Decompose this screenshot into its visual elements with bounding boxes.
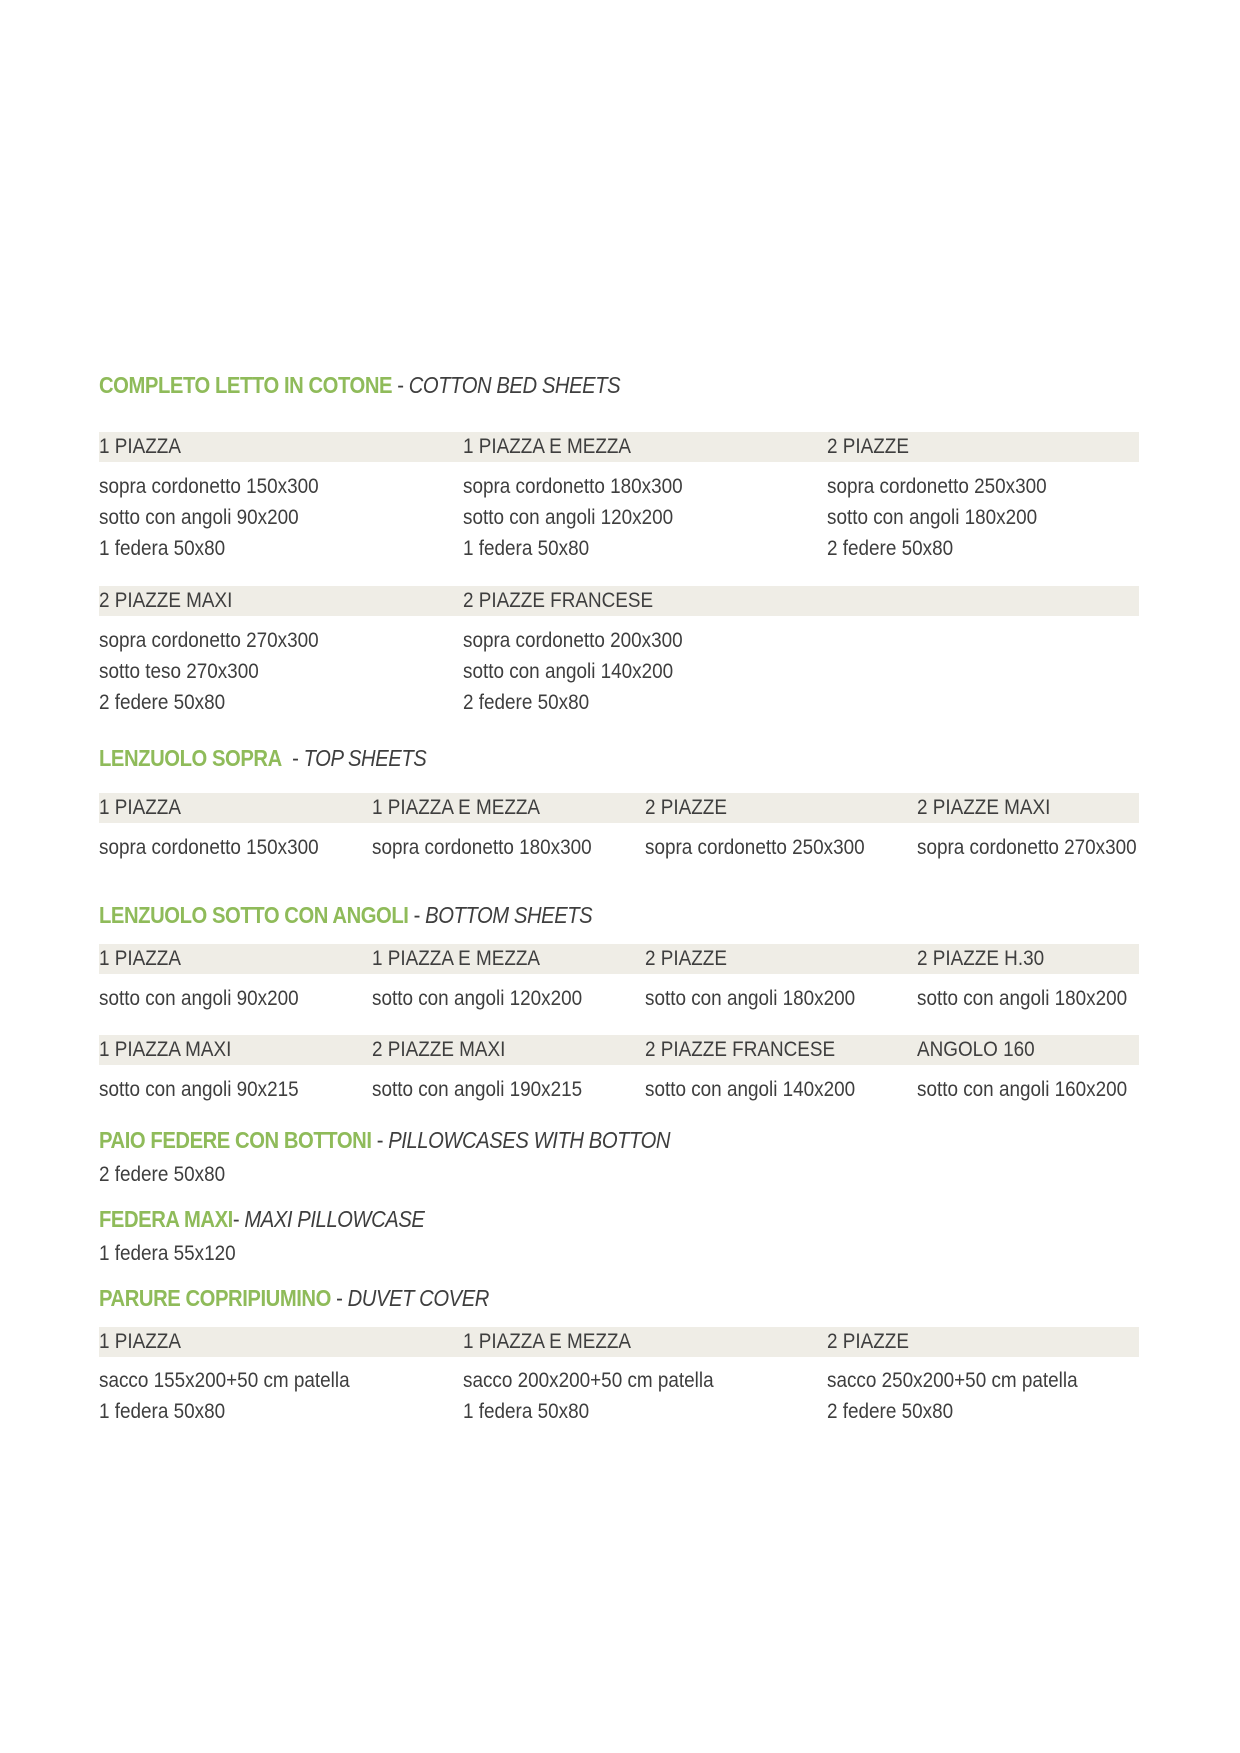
heading-title: PARURE COPRIPIUMINO [99, 1285, 331, 1311]
heading-subtitle: PILLOWCASES WITH BOTTON [388, 1127, 671, 1153]
size-value: sotto con angoli 140x200 [645, 1078, 856, 1101]
heading-separator: - [281, 745, 304, 771]
heading-subtitle: MAXI PILLOWCASE [244, 1206, 425, 1232]
size-value: sotto con angoli 180x200 [645, 987, 856, 1010]
detail-line: sopra cordonetto 270x300 [99, 629, 319, 652]
detail-line: 2 federe 50x80 [827, 537, 954, 560]
size-details [827, 1365, 1078, 1427]
size-value: sopra cordonetto 250x300 [645, 836, 865, 859]
detail-line: sacco 250x200+50 cm patella [827, 1369, 1078, 1392]
heading-title: PAIO FEDERE CON BOTTONI [99, 1127, 372, 1153]
size-label: 1 PIAZZA [99, 796, 181, 819]
size-details [827, 471, 1047, 564]
detail-line: 2 federe 50x80 [99, 691, 226, 714]
detail-line: 1 federa 50x80 [99, 1400, 226, 1423]
heading-title: LENZUOLO SOTTO CON ANGOLI [99, 902, 409, 928]
heading-subtitle: TOP SHEETS [303, 745, 427, 771]
size-label: 2 PIAZZE [645, 947, 727, 970]
size-value: sopra cordonetto 150x300 [99, 836, 319, 859]
size-value: sopra cordonetto 270x300 [917, 836, 1137, 859]
size-details [99, 1365, 350, 1427]
detail-line: sopra cordonetto 200x300 [463, 629, 683, 652]
heading-separator: - [232, 1206, 245, 1232]
size-value: sotto con angoli 120x200 [372, 987, 583, 1010]
detail-line: sotto con angoli 180x200 [827, 506, 1038, 529]
size-label: 1 PIAZZA E MEZZA [463, 435, 632, 458]
size-label: 2 PIAZZE MAXI [372, 1038, 506, 1061]
detail-line: sopra cordonetto 150x300 [99, 475, 319, 498]
detail-line: sotto con angoli 140x200 [463, 660, 674, 683]
section-heading-parure [99, 1285, 489, 1312]
heading-separator: - [330, 1285, 348, 1311]
size-label: 2 PIAZZE [645, 796, 727, 819]
detail-line: 2 federe 50x80 [463, 691, 590, 714]
size-details [463, 471, 683, 564]
heading-title: COMPLETO LETTO IN COTONE [99, 372, 393, 398]
section-heading-sopra [99, 745, 426, 772]
heading-separator: - [408, 902, 426, 928]
size-value: 2 federe 50x80 [99, 1163, 226, 1186]
size-label: ANGOLO 160 [917, 1038, 1035, 1061]
size-label: 1 PIAZZA [99, 435, 181, 458]
size-label: 2 PIAZZE FRANCESE [463, 589, 654, 612]
size-value: sotto con angoli 160x200 [917, 1078, 1128, 1101]
size-label: 1 PIAZZA [99, 1330, 181, 1353]
size-label: 2 PIAZZE [827, 1330, 909, 1353]
detail-line: sopra cordonetto 250x300 [827, 475, 1047, 498]
detail-line: sotto con angoli 90x200 [99, 506, 299, 529]
heading-separator: - [392, 372, 409, 398]
detail-line: 1 federa 50x80 [99, 537, 226, 560]
heading-subtitle: DUVET COVER [347, 1285, 489, 1311]
size-label: 1 PIAZZA E MEZZA [372, 947, 541, 970]
heading-subtitle: BOTTOM SHEETS [425, 902, 593, 928]
size-label: 1 PIAZZA MAXI [99, 1038, 232, 1061]
heading-separator: - [371, 1127, 389, 1153]
heading-subtitle: COTTON BED SHEETS [408, 372, 621, 398]
detail-line: sacco 155x200+50 cm patella [99, 1369, 350, 1392]
size-value: sotto con angoli 180x200 [917, 987, 1128, 1010]
detail-line: sacco 200x200+50 cm patella [463, 1369, 714, 1392]
size-value: sotto con angoli 90x215 [99, 1078, 299, 1101]
size-label: 2 PIAZZE [827, 435, 909, 458]
size-details [463, 625, 683, 718]
size-value: sotto con angoli 90x200 [99, 987, 299, 1010]
size-value: sopra cordonetto 180x300 [372, 836, 592, 859]
size-label: 1 PIAZZA [99, 947, 181, 970]
section-heading-completo [99, 372, 620, 399]
size-value: sotto con angoli 190x215 [372, 1078, 583, 1101]
section-heading-federe [99, 1127, 670, 1154]
size-label: 2 PIAZZE FRANCESE [645, 1038, 836, 1061]
section-heading-sotto [99, 902, 592, 929]
section-heading-maxi [99, 1206, 424, 1233]
size-details [99, 625, 319, 718]
size-label: 1 PIAZZA E MEZZA [372, 796, 541, 819]
detail-line: 1 federa 50x80 [463, 1400, 590, 1423]
size-label: 1 PIAZZA E MEZZA [463, 1330, 632, 1353]
size-details [463, 1365, 714, 1427]
size-value: 1 federa 55x120 [99, 1242, 236, 1265]
size-details [99, 471, 319, 564]
size-label: 2 PIAZZE MAXI [917, 796, 1051, 819]
detail-line: sotto con angoli 120x200 [463, 506, 674, 529]
heading-title: FEDERA MAXI [99, 1206, 233, 1232]
size-label: 2 PIAZZE H.30 [917, 947, 1045, 970]
size-label: 2 PIAZZE MAXI [99, 589, 233, 612]
detail-line: 1 federa 50x80 [463, 537, 590, 560]
detail-line: sopra cordonetto 180x300 [463, 475, 683, 498]
detail-line: sotto teso 270x300 [99, 660, 259, 683]
detail-line: 2 federe 50x80 [827, 1400, 954, 1423]
heading-title: LENZUOLO SOPRA [99, 745, 282, 771]
